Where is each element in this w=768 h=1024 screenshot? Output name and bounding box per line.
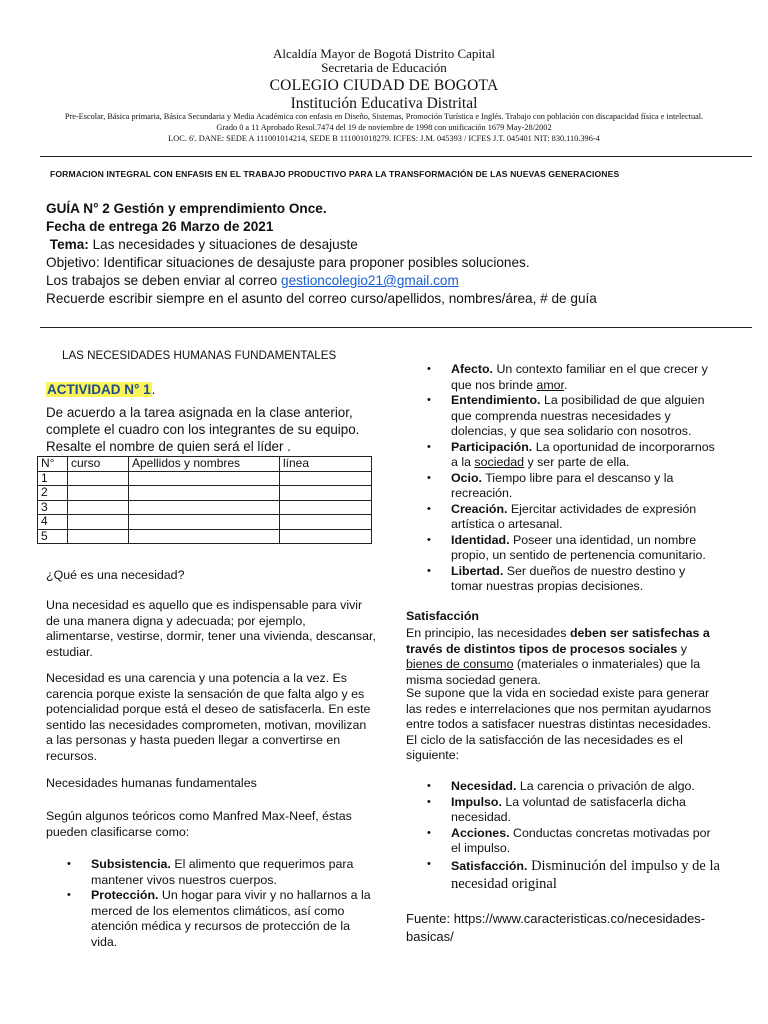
bullet-dot: • [427, 363, 431, 375]
bullet-term: Necesidad. [451, 779, 517, 793]
topic-label: Tema: [49, 237, 89, 252]
cell-nombres[interactable] [129, 515, 280, 530]
cell-nombres[interactable] [129, 471, 280, 486]
sat-text-d: (materiales o inmateriales) que la misma sociedad genera. [406, 657, 701, 687]
table-row [38, 529, 372, 544]
table-header-row [38, 457, 372, 472]
header-line-alcaldia: Alcaldía Mayor de Bogotá Distrito Capital [272, 46, 496, 61]
header-grades: Grado 0 a 11 Aprobado Resol.7474 del 19 de noviembre de 1998 con unificación 1679 May-28/2002 [216, 123, 552, 132]
topic-line [46, 236, 597, 254]
team-table [37, 456, 372, 544]
bullet-dot: • [427, 394, 431, 406]
bullet-text: Ejercitar actividades de expresión artística o artesanal. [451, 501, 697, 531]
table-row [38, 500, 372, 515]
bullet-dot: • [427, 780, 431, 792]
guide-title: GUÍA N° 2 Gestión y emprendimiento Once. [46, 201, 327, 216]
list-item [406, 564, 720, 595]
list-item [406, 779, 720, 795]
bullet-dot: • [427, 826, 431, 839]
definition-paragraph: Una necesidad es aquello que es indispensable para vivir de una manera digna y adecuada; por ejemplo, alimentarse, vestirse, dormir, tener una vivienda, descansar, estudiar. [46, 598, 376, 659]
cell-nombres[interactable] [129, 500, 280, 515]
list-item [406, 795, 720, 826]
satisfaction-title: Satisfacción [406, 609, 479, 623]
section-divider [40, 327, 752, 328]
bullet-term: Libertad. [451, 563, 504, 578]
list-item [406, 471, 720, 502]
source-citation: Fuente: https://www.caracteristicas.co/necesidades-basicas/ [406, 911, 706, 944]
list-item [406, 533, 720, 564]
due-date: Fecha de entrega 26 Marzo de 2021 [46, 219, 274, 234]
question: ¿Qué es una necesidad? [46, 568, 185, 582]
header-divider [40, 156, 752, 157]
bullet-text: Un contexto familiar en el que crecer y que nos brinde [451, 362, 708, 392]
list-item [46, 888, 376, 950]
bullet-term: Protección. [91, 888, 159, 902]
bullet-text: Ser dueños de nuestro destino y tomar nuestras propias decisiones. [451, 563, 686, 593]
list-item [406, 440, 720, 471]
row-number: 3 [38, 500, 68, 515]
row-number: 4 [38, 515, 68, 530]
send-line [46, 272, 597, 290]
cell-curso[interactable] [68, 486, 129, 501]
cell-linea[interactable] [280, 515, 372, 530]
table-row [38, 486, 372, 501]
bullet-text: Conductas concretas motivadas por el impulso. [451, 825, 711, 855]
header-line-secretaria: Secretaria de Educación [321, 60, 447, 75]
list-item [406, 826, 720, 857]
bullet-text: Un hogar para vivir y no hallarnos a la merced de los elementos climáticos, así como atención médica y recursos de protección de la vida. [91, 888, 371, 949]
bullet-term: Ocio. [451, 470, 482, 485]
list-item [406, 502, 720, 533]
bullet-dot: • [427, 471, 431, 484]
bullet-dot: • [427, 533, 431, 546]
header-curso: curso [68, 457, 129, 472]
header-levels: Pre-Escolar, Básica primaria, Básica Secundaria y Media Académica con enfasis en Diseño, Sistemas, Promoción Turística e Inglés. Trabajo con población con discapacidad física e intelectual. [64, 112, 704, 121]
list-item [46, 857, 376, 888]
subsistence-protection-list [46, 857, 376, 950]
header-linea: línea [280, 457, 372, 472]
school-name: COLEGIO CIUDAD DE BOGOTA [269, 77, 499, 94]
list-item [406, 393, 720, 440]
sat-text-a: En principio, las necesidades [406, 626, 570, 640]
carencia-paragraph: Necesidad es una carencia y una potencia a la vez. Es carencia porque existe la sensación de que falta algo y es potencialidad porque está el deseo de satisfacerla. En este sentido las necesidades comprometen, motivan, movilizan a las personas y hasta pueden llegar a convertirse en recursos. [46, 671, 371, 763]
bullet-term: Entendimiento. [451, 393, 541, 407]
bullet-text: La carencia o privación de algo. [516, 779, 695, 793]
max-neef-paragraph: Según algunos teóricos como Manfred Max-Neef, éstas pueden clasificarse como: [46, 809, 352, 839]
list-item [406, 857, 720, 893]
email-link[interactable]: gestioncolegio21@gmail.com [281, 273, 459, 288]
activity-instructions: De acuerdo a la tarea asignada en la clase anterior, complete el cuadro con los integrantes de su equipo. Resalte el nombre de quien será el líder . [46, 405, 360, 454]
bullet-text: Disminución del impulso y de la necesidad original [451, 857, 720, 892]
bullet-text: El alimento que requerimos para mantener vivos nuestros cuerpos. [91, 857, 354, 887]
amor-link[interactable]: amor [536, 377, 564, 392]
cell-nombres[interactable] [129, 486, 280, 501]
activity-suffix: . [151, 382, 156, 397]
section-title: LAS NECESIDADES HUMANAS FUNDAMENTALES [62, 349, 337, 362]
bullet-text: La voluntad de satisfacerla dicha necesidad. [451, 794, 686, 824]
needs-list-right [406, 362, 720, 595]
header-number: N° [38, 457, 68, 472]
satisfaction-cycle-list [406, 779, 720, 893]
satisfaction-paragraph-2: Se supone que la vida en sociedad existe para generar las redes e interrelaciones que nos permitan ayudarnos entre todos a satisfacer nuestras distintas necesidades. El ciclo de la satisfacción de las necesidades es el siguiente: [406, 686, 712, 762]
header-codes: LOC. 6'. DANE: SEDE A 111001014214, SEDE B 111001018279. ICFES: J.M. 045393 / ICFES J.T. 045401 NIT: 830.110.396-4 [168, 134, 600, 143]
bullet-term: Impulso. [451, 794, 502, 809]
cell-curso[interactable] [68, 515, 129, 530]
cell-linea[interactable] [280, 500, 372, 515]
cell-curso[interactable] [68, 471, 129, 486]
bullet-text: Tiempo libre para el descanso y la recreación. [451, 470, 674, 500]
bienes-link[interactable]: bienes de consumo [406, 657, 514, 671]
bullet-text-end: y ser parte de ella. [524, 455, 630, 469]
bullet-dot: • [427, 564, 431, 577]
bullet-term: Creación. [451, 501, 508, 516]
table-row [38, 515, 372, 530]
bullet-text: La posibilidad de que alguien que comprenda nuestras necesidades y dolencias, y que sea solidario con nosotros. [451, 393, 705, 438]
activity-heading [46, 382, 155, 397]
topic-value: Las necesidades y situaciones de desajuste [88, 237, 358, 252]
satisfaction-paragraph-1 [406, 626, 720, 688]
bullet-term: Identidad. [451, 532, 510, 547]
bullet-term: Satisfacción. [451, 858, 528, 873]
bullet-text-end: . [563, 377, 568, 392]
bullet-text: Poseer una identidad, un nombre propio, un sentido de pertenencia comunitario. [451, 532, 706, 562]
send-prefix: Los trabajos se deben enviar al correo [46, 273, 282, 288]
row-number: 5 [38, 529, 68, 544]
cell-curso[interactable] [68, 529, 129, 544]
bullet-text: La oportunidad de incorporarnos a la [451, 439, 715, 469]
guide-info [46, 200, 597, 308]
header-nombres: Apellidos y nombres [129, 457, 280, 472]
bullet-dot: • [427, 795, 431, 808]
sat-text-c: y [677, 641, 687, 656]
bullet-term: Subsistencia. [91, 857, 171, 871]
bullet-dot: • [427, 440, 431, 453]
objective: Objetivo: Identificar situaciones de desajuste para proponer posibles soluciones. [46, 255, 530, 270]
cell-linea[interactable] [280, 529, 372, 544]
bullet-term: Afecto. [451, 362, 493, 376]
table-row [38, 471, 372, 486]
activity-label: ACTIVIDAD N° 1 [47, 382, 151, 397]
school-motto: FORMACION INTEGRAL CON ENFASIS EN EL TRABAJO PRODUCTIVO PARA LA TRANSFORMACIÓN DE LAS NUEVAS GENERACIONES [50, 169, 620, 179]
bullet-term: Acciones. [451, 825, 510, 840]
subject-reminder: Recuerde escribir siempre en el asunto del correo curso/apellidos, nombres/área, # de guía [46, 291, 597, 306]
sat-text-bold: deben ser satisfechas a través de distintos tipos de procesos sociales [406, 626, 710, 656]
sociedad-link[interactable]: sociedad [474, 455, 525, 469]
cell-nombres[interactable] [129, 529, 280, 544]
bullet-dot: • [67, 889, 71, 901]
needs-subtitle: Necesidades humanas fundamentales [46, 776, 257, 790]
institution-name: Institución Educativa Distrital [290, 95, 478, 112]
row-number: 1 [38, 471, 68, 486]
bullet-dot: • [427, 502, 431, 515]
row-number: 2 [38, 486, 68, 501]
bullet-dot: • [427, 857, 431, 870]
cell-curso[interactable] [68, 500, 129, 515]
cell-linea[interactable] [280, 471, 372, 486]
cell-linea[interactable] [280, 486, 372, 501]
bullet-dot: • [67, 858, 71, 870]
list-item [406, 362, 720, 393]
bullet-term: Participación. [451, 439, 533, 454]
